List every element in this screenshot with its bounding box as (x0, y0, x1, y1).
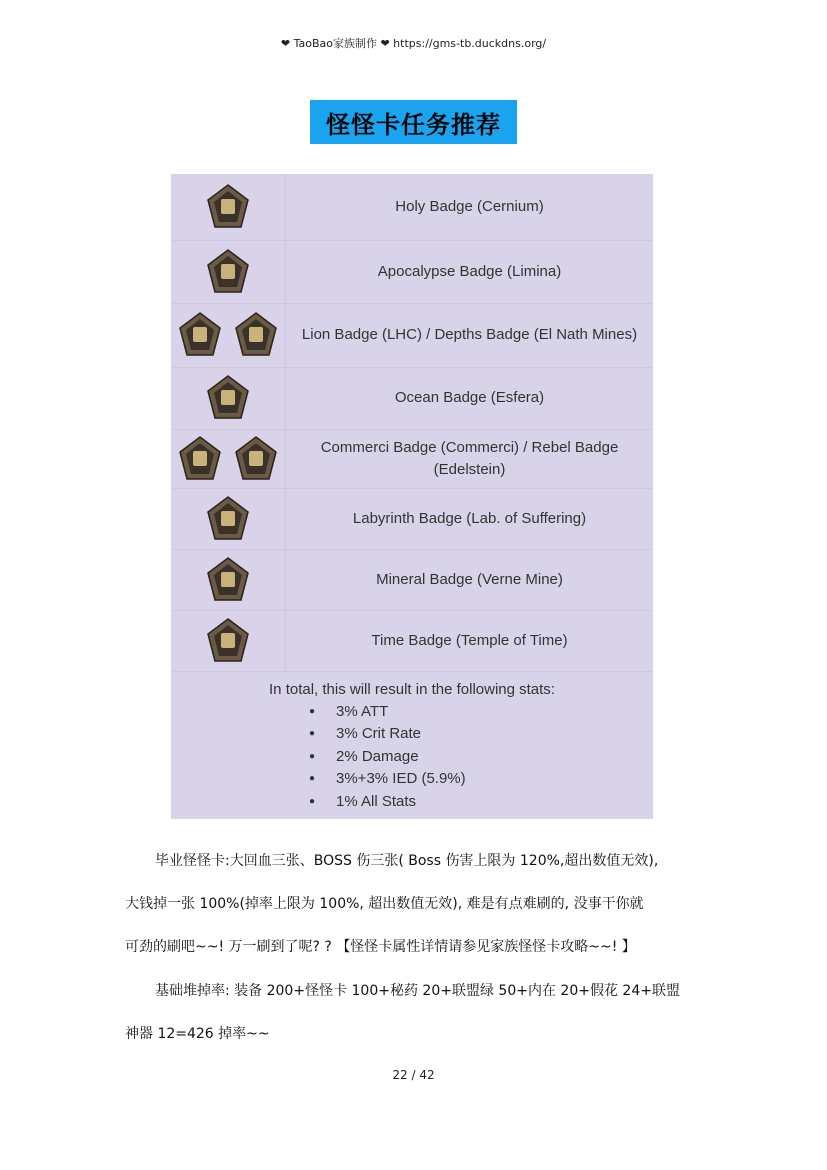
badge-row (171, 303, 653, 367)
paragraph-line: 大钱掉一张 100%(掉率上限为 100%, 超出数值无效), 难是有点难刷的, 没事干你就 (125, 896, 644, 912)
commerci-badge-icon (178, 435, 222, 483)
badge-icons (171, 549, 286, 610)
badge-icons (171, 367, 286, 429)
stat-item: ● 2% Damage (171, 746, 653, 768)
badge-row (171, 429, 653, 488)
apocalypse-badge-icon (206, 248, 250, 296)
stat-item: ● 3% ATT (171, 701, 653, 723)
ocean-badge-icon (206, 374, 250, 422)
holy-badge-icon (206, 183, 250, 231)
badge-label: Apocalypse Badge (Limina) (377, 262, 562, 280)
badge-icons (171, 429, 286, 488)
badge-icons (171, 303, 286, 367)
badge-table (171, 174, 653, 819)
paragraph-line: 基础堆掉率: 装备 200+怪怪卡 100+秘药 20+联盟绿 50+内在 20+假花 24+联盟 (155, 983, 680, 999)
badge-row (171, 610, 653, 671)
stats-list (171, 701, 653, 813)
paragraph-line: 神器 12=426 掉率~~ (125, 1026, 270, 1042)
depths-badge-icon (234, 311, 278, 359)
badge-label: Holy Badge (Cernium) (395, 198, 544, 215)
summary-intro: In total, this will result in the following stats: (269, 681, 555, 698)
stat-item: ● 1% All Stats (171, 791, 653, 813)
badge-label: Commerci Badge (Commerci) / Rebel Badge (Edelstein) (320, 438, 619, 478)
badge-icons (171, 240, 286, 303)
badge-label: Mineral Badge (Verne Mine) (376, 570, 563, 588)
stat-item: ● 3%+3% IED (5.9%) (171, 768, 653, 790)
page-number: 22 / 42 (392, 1068, 435, 1082)
paragraph-line: 毕业怪怪卡:大回血三张、BOSS 伤三张( Boss 伤害上限为 120%,超出数值无效), (155, 853, 659, 869)
badge-row (171, 240, 653, 303)
badge-row (171, 488, 653, 549)
page-header: ❤ TaoBao家族制作 ❤ https://gms-tb.duckdns.org/ (280, 37, 547, 50)
badge-row (171, 367, 653, 429)
badge-icons (171, 610, 286, 671)
paragraph-line: 可劲的刷吧~~! 万一刷到了呢? ? 【怪怪卡属性详情请参见家族怪怪卡攻略~~! 】 (125, 939, 636, 955)
rebel-badge-icon (234, 435, 278, 483)
stats-summary (171, 679, 653, 813)
badge-label: Time Badge (Temple of Time) (371, 631, 568, 649)
badge-icons (171, 174, 286, 240)
stat-item: ● 3% Crit Rate (171, 723, 653, 745)
time-badge-icon (206, 617, 250, 665)
page-title: 怪怪卡任务推荐 (310, 100, 517, 144)
lion-badge-icon (178, 311, 222, 359)
badge-label: Lion Badge (LHC) / Depths Badge (El Nath Mines) (301, 326, 638, 343)
badge-label: Labyrinth Badge (Lab. of Suffering) (352, 509, 587, 527)
mineral-badge-icon (206, 556, 250, 604)
row-divider (171, 671, 653, 672)
badge-row (171, 549, 653, 610)
badge-label: Ocean Badge (Esfera) (394, 389, 545, 406)
badge-row (171, 174, 653, 240)
badge-icons (171, 488, 286, 549)
labyrinth-badge-icon (206, 495, 250, 543)
